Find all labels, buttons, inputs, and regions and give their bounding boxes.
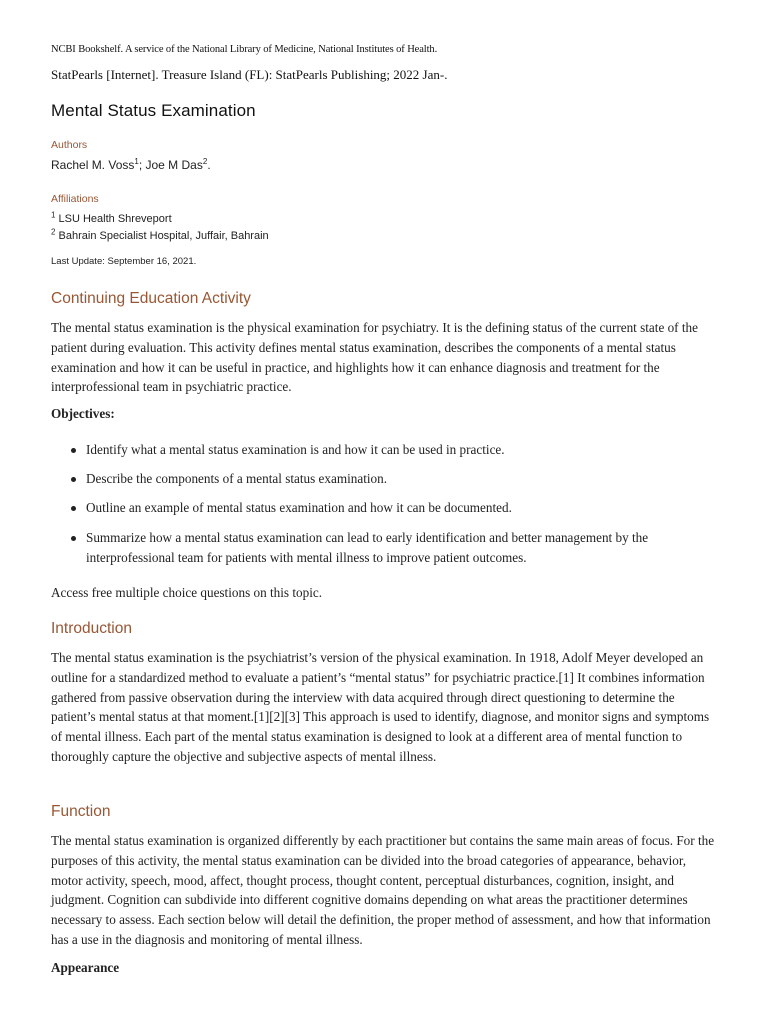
author-affil-sup[interactable]: 1 [134, 157, 139, 166]
list-item [51, 528, 716, 568]
objective-text: Describe the components of a mental status examination. [86, 471, 388, 486]
list-item [51, 469, 387, 489]
list-item [51, 498, 512, 518]
section-heading-function: Function [51, 803, 111, 820]
author-name[interactable]: Rachel M. Voss [51, 158, 135, 172]
last-update: Last Update: September 16, 2021. [51, 256, 197, 267]
continuing-education-paragraph: The mental status examination is the physical examination for psychiatry. It is the defining status of the current state of the patient during evaluation. This activity defines mental status examination, describes the components of a mental status examination and how it can be useful in practice, and highlights how it can enhance diagnosis and treatment for the interprofessional team in psychiatric practice. [51, 320, 698, 395]
bullet-icon [71, 506, 76, 511]
function-paragraph: The mental status examination is organized differently by each practitioner but contains the same main areas of focus. For the purposes of this activity, the mental status examination can be divided into the broad categories of appearance, behavior, motor activity, speech, mood, affect, thought process, thought content, perceptual disturbances, cognition, insight, and judgment. Cognition can subdivide into different cognitive domains depending on what areas the practitioner determines necessary to assess. Each section below will detail the definition, the proper method of assessment, and how that information has a use in the diagnosis and monitoring of mental illness. [51, 833, 715, 947]
objective-text: Identify what a mental status examination is and how it can be used in practice. [86, 442, 505, 457]
author-name[interactable]: Joe M Das [145, 158, 203, 172]
author-separator: ; [138, 158, 146, 172]
affiliation-text: LSU Health Shreveport [58, 213, 172, 225]
page-title: Mental Status Examination [51, 101, 256, 120]
author-separator: . [207, 158, 211, 172]
affiliations-label[interactable]: Affiliations [51, 193, 99, 205]
bullet-icon [71, 448, 76, 453]
authors-label[interactable]: Authors [51, 139, 88, 151]
section-heading-introduction: Introduction [51, 620, 132, 637]
author-affil-sup[interactable]: 2 [202, 157, 208, 166]
list-item [51, 440, 505, 460]
affiliation-number: 1 [51, 210, 56, 220]
affiliation-text: Bahrain Specialist Hospital, Juffair, Bahrain [58, 230, 269, 242]
introduction-paragraph: The mental status examination is the psychiatrist’s version of the physical examination. In 1918, Adolf Meyer developed an outline for a standardized method to evaluate a patient’s “mental status” for psychiatric practice.[1] It combines information gathered from passive observation during the interview with data acquired through direct questioning to determine the patient’s mental status at that moment.[1][2][3] This approach is used to identify, diagnose, and monitor signs and symptoms of mental illness. Each part of the mental status examination is designed to look at a different area of mental function to thoroughly capture the objective and subjective aspects of mental illness. [51, 650, 710, 764]
bullet-icon [71, 536, 76, 541]
section-heading-continuing-education: Continuing Education Activity [51, 290, 251, 307]
authors-list [51, 158, 211, 172]
citation-line: StatPearls [Internet]. Treasure Island (FL): StatPearls Publishing; 2022 Jan-. [51, 67, 448, 82]
objective-text: Outline an example of mental status examination and how it can be documented. [86, 500, 512, 515]
access-questions-link[interactable]: Access free multiple choice questions on this topic. [51, 585, 323, 600]
affiliation-item [51, 227, 269, 242]
affiliation-number: 2 [51, 227, 56, 237]
ncbi-header-line: NCBI Bookshelf. A service of the National Library of Medicine, National Institutes of Health. [51, 44, 438, 55]
affiliation-item [51, 210, 172, 225]
objective-text: Summarize how a mental status examination can lead to early identification and better management by the interprofessional team for patients with mental illness to improve patient outcomes. [86, 530, 649, 565]
objectives-label: Objectives: [51, 406, 115, 421]
appearance-subheading: Appearance [51, 960, 120, 975]
bullet-icon [71, 477, 76, 482]
